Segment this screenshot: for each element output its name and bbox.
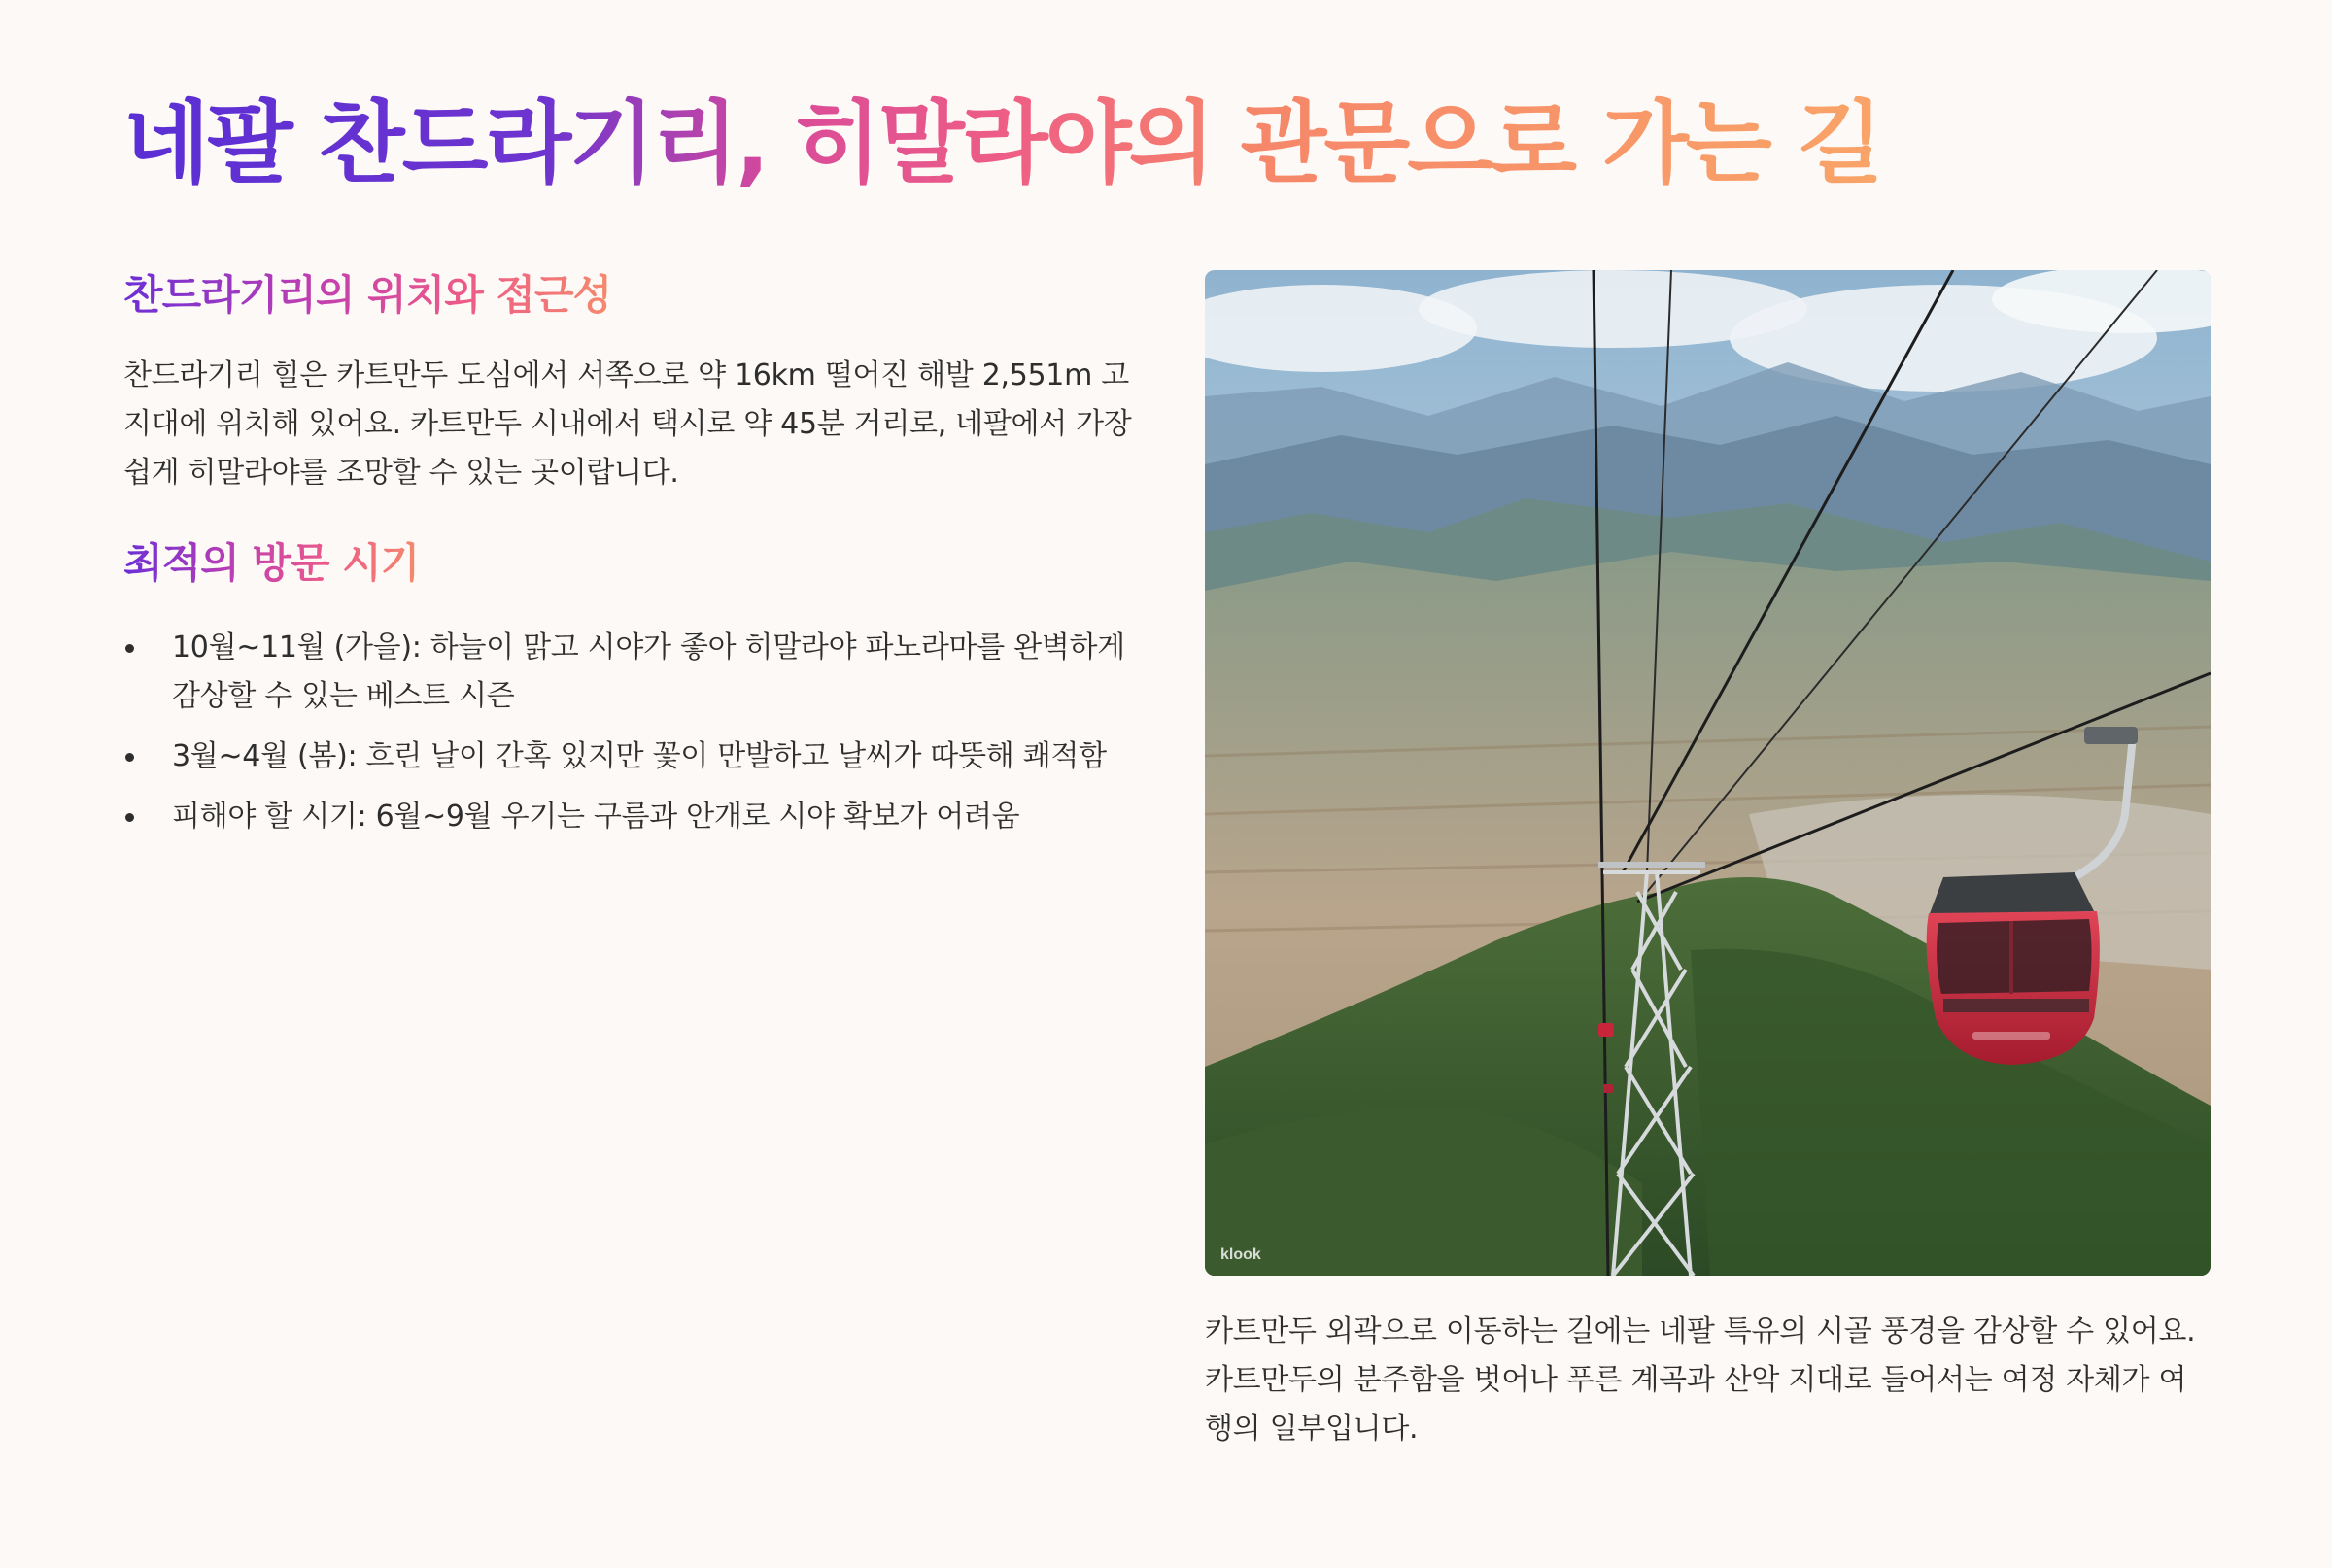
cable-car-illustration (1205, 270, 2211, 1276)
bullet-icon (125, 753, 134, 762)
photo-caption-block (1205, 1308, 2211, 1453)
location-heading: 찬드라기리의 위치와 접근성 (123, 255, 611, 336)
location-paragraph: 찬드라기리 힐은 카트만두 도심에서 서쪽으로 약 16km 떨어진 해발 2,551m 고지대에 위치해 있어요. 카트만두 시내에서 택시로 약 45분 거리로, 네팔에서 가장 쉽게 히말라야를 조망할 수 있는 곳이랍니다. (123, 358, 1132, 490)
bullet-icon (125, 813, 134, 822)
season-list (123, 624, 1144, 841)
photo-caption: 카트만두 외곽으로 이동하는 길에는 네팔 특유의 시골 풍경을 감상할 수 있어요. 카트만두의 분주함을 벗어나 푸른 계곡과 산악 지대로 들어서는 여정 자체가 여행의 일부입니다. (1205, 1314, 2196, 1446)
list-item-text: 3월~4월 (봄): 흐린 날이 간혹 있지만 꽃이 만발하고 날씨가 따뜻해 쾌적함 (172, 739, 1107, 773)
title-comma: , (736, 91, 768, 195)
list-item-text: 10월~11월 (가을): 하늘이 맑고 시야가 좋아 히말라야 파노라마를 완벽하게 감상할 수 있는 베스트 시즌 (172, 631, 1125, 713)
title-part-1: 네팔 찬드라기리 (123, 91, 737, 195)
best-season-heading: 최적의 방문 시기 (123, 523, 419, 604)
list-item-text: 피해야 할 시기: 6월~9월 우기는 구름과 안개로 시야 확보가 어려움 (172, 800, 1020, 834)
list-item (123, 624, 1144, 721)
list-item (123, 793, 1144, 841)
title-part-2: 히말라야의 관문으로 가는 길 (767, 91, 1881, 195)
article-left-column (123, 255, 1144, 853)
cable-car-photo (1205, 270, 2211, 1276)
list-item (123, 733, 1144, 781)
page-title (123, 85, 1881, 202)
bullet-icon (125, 644, 134, 653)
watermark-label: klook (1220, 1246, 1261, 1263)
